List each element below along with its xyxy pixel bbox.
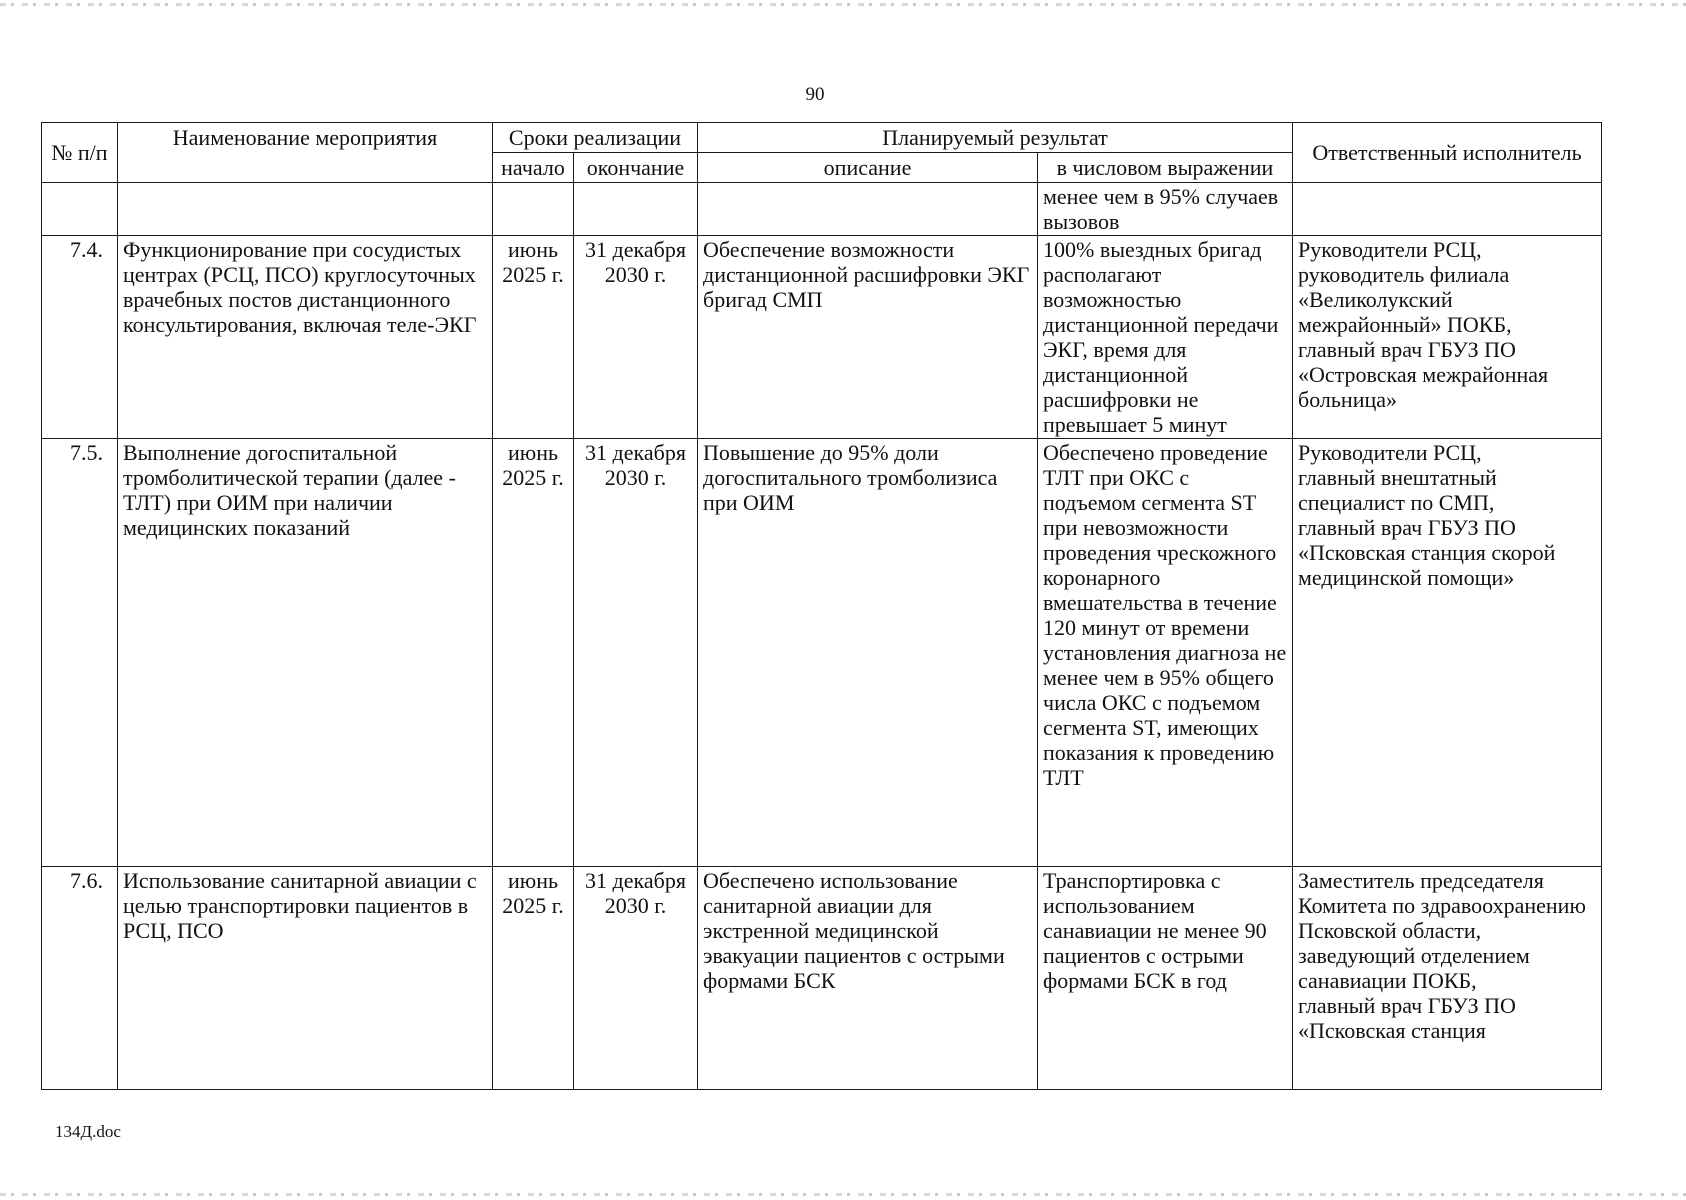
table-row [42, 439, 1602, 867]
cell-description: Обеспечение возможности дистанционной расшифровки ЭКГ бригад СМП [698, 236, 1038, 439]
cell-name [118, 183, 493, 236]
cell-num: 7.4. [42, 236, 118, 439]
cell-numeric: 100% выездных бригад располагают возможностью дистанционной передачи ЭКГ, время для дистанционной расшифровки не превышает 5 минут [1038, 236, 1293, 439]
events-table [41, 122, 1602, 1090]
header-terms: Сроки реализации [493, 123, 698, 153]
header-start: начало [493, 153, 574, 183]
responsible-line: заведующий отделением санавиации ПОКБ, [1298, 943, 1530, 993]
cell-num: 7.5. [42, 439, 118, 867]
scan-edge-top [0, 3, 1686, 6]
header-result: Планируемый результат [698, 123, 1293, 153]
responsible-line: Руководители РСЦ, [1298, 440, 1482, 465]
footer-filename: 134Д.doc [55, 1122, 121, 1141]
header-num: № п/п [42, 123, 118, 183]
responsible-line: главный врач ГБУЗ ПО «Псковская станция [1298, 993, 1516, 1043]
cell-responsible [1293, 183, 1602, 236]
cell-num: 7.6. [42, 867, 118, 1090]
responsible-line: главный врач ГБУЗ ПО «Псковская станция скорой медицинской помощи» [1298, 515, 1556, 590]
responsible-line: главный врач ГБУЗ ПО «Островская межрайонная больница» [1298, 337, 1549, 412]
table-row [42, 236, 1602, 439]
cell-numeric: Транспортировка с использованием санавиации не менее 90 пациентов с острыми формами БСК в год [1038, 867, 1293, 1090]
cell-end: 31 декабря 2030 г. [574, 236, 698, 439]
scan-edge-bottom [0, 1193, 1686, 1196]
header-numeric: в числовом выражении [1038, 153, 1293, 183]
cell-name: Выполнение догоспитальной тромболитической терапии (далее - ТЛТ) при ОИМ при наличии медицинских показаний [118, 439, 493, 867]
header-end: окончание [574, 153, 698, 183]
cell-responsible [1293, 236, 1602, 439]
table-row-continuation [42, 183, 1602, 236]
header-name: Наименование мероприятия [118, 123, 493, 183]
header-description: описание [698, 153, 1038, 183]
cell-numeric: Обеспечено проведение ТЛТ при ОКС с подъемом сегмента ST при невозможности проведения чрескожного коронарного вмешательства в течение 120 минут от времени установления диагноза не менее чем в 95% общего числа ОКС с подъемом сегмента ST, имеющих показания к проведению ТЛТ [1038, 439, 1293, 867]
cell-description: Обеспечено использование санитарной авиации для экстренной медицинской эвакуации пациентов с острыми формами БСК [698, 867, 1038, 1090]
responsible-line: Заместитель председателя Комитета по здравоохранению Псковской области, [1298, 868, 1586, 943]
cell-start: июнь 2025 г. [493, 867, 574, 1090]
responsible-line: Руководители РСЦ, [1298, 237, 1482, 262]
header-responsible: Ответственный исполнитель [1293, 123, 1602, 183]
cell-start: июнь 2025 г. [493, 439, 574, 867]
cell-end [574, 183, 698, 236]
cell-description: Повышение до 95% доли догоспитального тромболизиса при ОИМ [698, 439, 1038, 867]
cell-responsible [1293, 867, 1602, 1090]
table-row [42, 867, 1602, 1090]
responsible-line: главный внештатный специалист по СМП, [1298, 465, 1497, 515]
cell-start [493, 183, 574, 236]
cell-start: июнь 2025 г. [493, 236, 574, 439]
cell-numeric: менее чем в 95% случаев вызовов [1038, 183, 1293, 236]
cell-responsible [1293, 439, 1602, 867]
page-number: 90 [805, 84, 825, 105]
responsible-line: руководитель филиала «Великолукский межрайонный» ПОКБ, [1298, 262, 1512, 337]
header-row-1 [42, 123, 1602, 153]
cell-description [698, 183, 1038, 236]
cell-end: 31 декабря 2030 г. [574, 867, 698, 1090]
cell-end: 31 декабря 2030 г. [574, 439, 698, 867]
cell-name: Функционирование при сосудистых центрах (РСЦ, ПСО) круглосуточных врачебных постов дистанционного консультирования, включая теле-ЭКГ [118, 236, 493, 439]
cell-num [42, 183, 118, 236]
cell-name: Использование санитарной авиации с целью транспортировки пациентов в РСЦ, ПСО [118, 867, 493, 1090]
